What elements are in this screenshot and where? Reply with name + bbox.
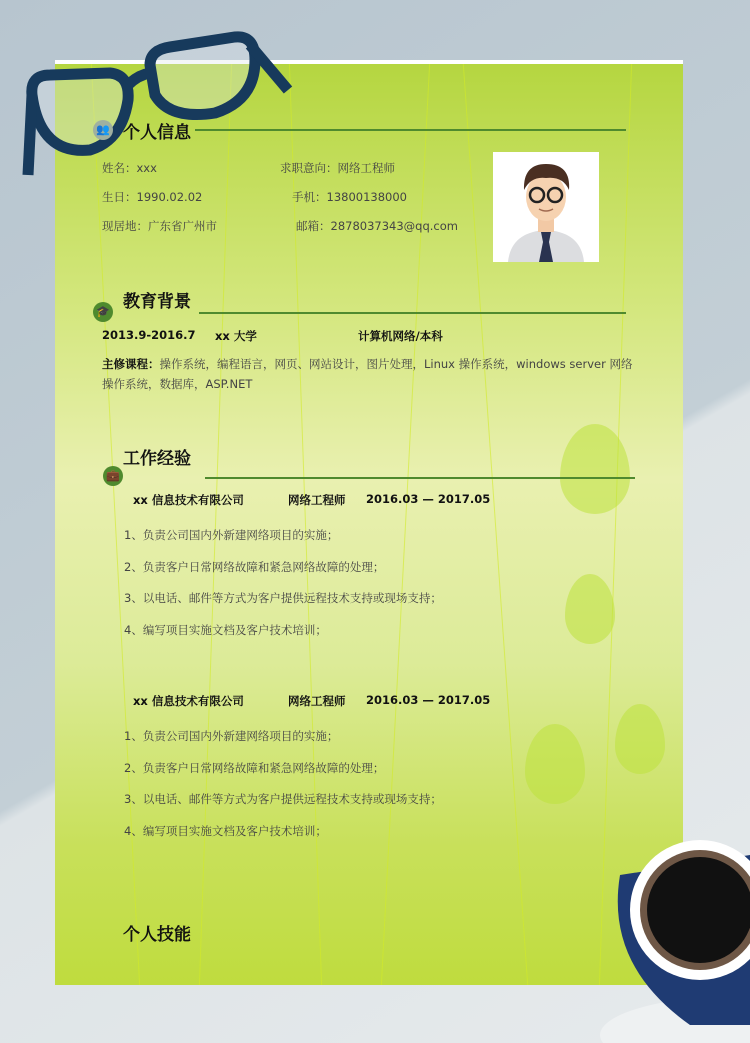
job-company: xx 信息技术有限公司 (133, 694, 244, 708)
job-period: 2016.03 — 2017.05 (366, 693, 491, 707)
name-field: 姓名：xxx (102, 161, 157, 175)
job-duty: 4、编写项目实施文档及客户技术培训； (124, 623, 327, 637)
email-field: 邮箱：2878037343@qq.com (296, 219, 458, 233)
job-period: 2016.03 — 2017.05 (366, 492, 491, 506)
job-duty: 4、编写项目实施文档及客户技术培训； (124, 824, 327, 838)
section-title-personal: 个人信息 (123, 123, 191, 143)
resume-page (55, 60, 683, 985)
job-company: xx 信息技术有限公司 (133, 493, 244, 507)
coffee-cup-decor (600, 835, 750, 1043)
job-duty: 1、负责公司国内外新建网络项目的实施； (124, 528, 339, 542)
job-intent-field: 求职意向：网络工程师 (280, 161, 395, 175)
graduation-cap-icon: 🎓 (93, 302, 113, 322)
glasses-decor (10, 15, 295, 185)
flower-decor (565, 574, 615, 644)
flower-decor (525, 724, 585, 804)
edu-school: xx 大学 (215, 329, 257, 343)
decor-line (199, 64, 232, 985)
courses-label: 主修课程： (102, 357, 160, 371)
job-duty: 3、以电话、邮件等方式为客户提供远程技术支持或现场支持； (124, 792, 442, 806)
flower-decor (615, 704, 665, 774)
section-title-education: 教育背景 (123, 292, 191, 312)
courses-line-2: 操作系统，数据库，ASP.NET (102, 377, 253, 391)
avatar (493, 152, 599, 262)
edu-period: 2013.9-2016.7 (102, 328, 196, 342)
briefcase-icon: 💼 (103, 466, 123, 486)
courses-line-1 (102, 356, 632, 372)
courses-text: 操作系统，编程语言，网页、网站设计，图片处理，Linux 操作系统，windows server 网络 (159, 357, 633, 371)
job-duty: 2、负责客户日常网络故障和紧急网络故障的处理； (124, 560, 385, 574)
section-title-skills: 个人技能 (123, 925, 191, 945)
job-duty: 1、负责公司国内外新建网络项目的实施； (124, 729, 339, 743)
job-duty: 3、以电话、邮件等方式为客户提供远程技术支持或现场支持； (124, 591, 442, 605)
divider (205, 477, 635, 479)
address-field: 现居地：广东省广州市 (102, 219, 217, 233)
divider (199, 312, 626, 314)
job-duty: 2、负责客户日常网络故障和紧急网络故障的处理； (124, 761, 385, 775)
edu-major: 计算机网络/本科 (358, 329, 443, 343)
job-role: 网络工程师 (288, 493, 346, 507)
people-icon: 👥 (93, 120, 113, 140)
birth-field: 生日：1990.02.02 (102, 190, 203, 204)
section-title-work: 工作经验 (123, 449, 191, 469)
job-role: 网络工程师 (288, 694, 346, 708)
flower-decor (560, 424, 630, 514)
phone-field: 手机：13800138000 (292, 190, 407, 204)
